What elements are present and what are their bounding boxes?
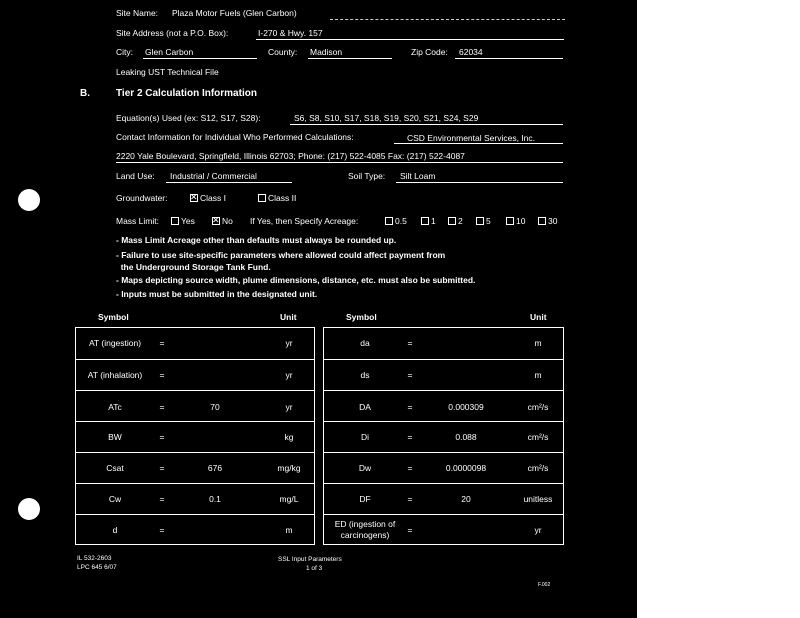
right-row-symbol: ED (ingestion of carcinogens) xyxy=(334,519,396,540)
land-use-value: Industrial / Commercial xyxy=(170,171,257,181)
acreage-checkbox[interactable] xyxy=(385,217,393,225)
contact-company: CSD Environmental Services, Inc. xyxy=(407,133,536,143)
right-row-unit: cm²/s xyxy=(527,432,549,442)
site-name-label: Site Name: xyxy=(116,8,159,18)
left-row-value[interactable]: 676 xyxy=(207,463,223,473)
fax-stamp: F.002 xyxy=(538,582,551,588)
left-row-unit: m xyxy=(285,525,293,535)
acreage-option-3[interactable] xyxy=(476,216,491,226)
left-row-unit: yr xyxy=(285,338,293,348)
acreage-option-5[interactable] xyxy=(538,216,557,226)
left-row-eq: = xyxy=(159,494,165,504)
right-row-eq: = xyxy=(407,525,413,535)
mass-yes-label: Yes xyxy=(181,216,195,226)
acreage-option-label: 0.5 xyxy=(395,216,407,226)
section-title: Tier 2 Calculation Information xyxy=(116,88,257,99)
left-row-unit: mg/L xyxy=(279,494,299,504)
site-address-value: I-270 & Hwy. 157 xyxy=(258,28,323,38)
acreage-checkbox[interactable] xyxy=(538,217,546,225)
note-line: the Underground Storage Tank Fund. xyxy=(116,262,271,272)
acreage-option-0[interactable] xyxy=(385,216,407,226)
left-row-symbol: AT (ingestion) xyxy=(88,338,142,348)
county-value: Madison xyxy=(310,47,343,57)
class1-label: Class I xyxy=(200,193,226,203)
left-row-eq: = xyxy=(159,370,165,380)
right-row-eq: = xyxy=(407,494,413,504)
left-row-unit: yr xyxy=(285,402,293,412)
right-row-eq: = xyxy=(407,338,413,348)
form-code-1: IL 532-2603 xyxy=(77,555,112,562)
county-label: County: xyxy=(268,47,298,57)
groundwater-label: Groundwater: xyxy=(116,193,168,203)
zip-value: 62034 xyxy=(459,47,483,57)
right-row-unit: unitless xyxy=(523,494,553,504)
right-row-value[interactable]: 0.088 xyxy=(455,432,477,442)
mass-no-label: No xyxy=(222,216,233,226)
class1-checkbox[interactable] xyxy=(190,194,198,202)
punch-hole-top xyxy=(18,189,40,211)
right-row-eq: = xyxy=(407,432,413,442)
equations-label: Equation(s) Used (ex: S12, S17, S28): xyxy=(116,113,261,123)
right-row-eq: = xyxy=(407,370,413,380)
note-line: - Failure to use site-specific parameters where allowed could affect payment from xyxy=(116,250,446,260)
acreage-checkbox[interactable] xyxy=(421,217,429,225)
class1-option[interactable] xyxy=(190,193,226,203)
left-row-value[interactable]: 0.1 xyxy=(209,494,221,504)
acreage-label: If Yes, then Specify Acreage: xyxy=(250,216,359,226)
acreage-option-4[interactable] xyxy=(506,216,525,226)
left-symbol-header: Symbol xyxy=(98,312,129,322)
class2-label: Class II xyxy=(268,193,297,203)
right-row-symbol: Di xyxy=(360,432,370,442)
land-use-label: Land Use: xyxy=(116,171,155,181)
left-row-symbol: Cw xyxy=(108,494,122,504)
note-line: - Inputs must be submitted in the designated unit. xyxy=(116,289,318,299)
left-row-symbol: Csat xyxy=(106,463,124,473)
mass-yes-checkbox[interactable] xyxy=(171,217,179,225)
right-row-symbol: da xyxy=(360,338,370,348)
site-address-label: Site Address (not a P.O. Box): xyxy=(116,28,229,38)
right-row-value[interactable]: 0.000309 xyxy=(448,402,484,412)
left-row-symbol: AT (inhalation) xyxy=(87,370,143,380)
right-row-value[interactable]: 0.0000098 xyxy=(445,463,487,473)
left-row-symbol: BW xyxy=(108,432,122,442)
acreage-checkbox[interactable] xyxy=(476,217,484,225)
acreage-option-label: 5 xyxy=(486,216,491,226)
city-value: Glen Carbon xyxy=(145,47,194,57)
left-unit-header: Unit xyxy=(280,312,297,322)
right-row-unit: m xyxy=(534,370,542,380)
right-unit-header: Unit xyxy=(530,312,547,322)
class2-checkbox[interactable] xyxy=(258,194,266,202)
mass-no-checkbox[interactable] xyxy=(212,217,220,225)
acreage-option-label: 30 xyxy=(548,216,558,226)
section-letter: B. xyxy=(80,88,90,99)
left-row-unit: yr xyxy=(285,370,293,380)
right-row-unit: yr xyxy=(534,525,542,535)
contact-label: Contact Information for Individual Who Performed Calculations: xyxy=(116,132,354,142)
acreage-option-2[interactable] xyxy=(448,216,463,226)
left-row-eq: = xyxy=(159,402,165,412)
note-line: - Mass Limit Acreage other than defaults must always be rounded up. xyxy=(116,235,397,245)
left-row-unit: kg xyxy=(284,432,294,442)
zip-label: Zip Code: xyxy=(411,47,448,57)
acreage-option-label: 1 xyxy=(431,216,436,226)
contact-address: 2220 Yale Boulevard, Springfield, Illinois 62703; Phone: (217) 522-4085 Fax: (217) 522-4087 xyxy=(116,151,465,161)
left-row-value[interactable]: 70 xyxy=(210,402,220,412)
left-row-eq: = xyxy=(159,463,165,473)
right-row-value[interactable]: 20 xyxy=(461,494,471,504)
punch-hole-bottom xyxy=(18,498,40,520)
note-line: - Maps depicting source width, plume dimensions, distance, etc. must also be submitted. xyxy=(116,275,476,285)
right-row-eq: = xyxy=(407,402,413,412)
right-row-symbol: DA xyxy=(359,402,371,412)
mass-limit-label: Mass Limit: xyxy=(116,216,159,226)
right-row-eq: = xyxy=(407,463,413,473)
acreage-checkbox[interactable] xyxy=(448,217,456,225)
site-name-value: Plaza Motor Fuels (Glen Carbon) xyxy=(172,8,297,18)
footer-page: 1 of 3 xyxy=(306,565,323,572)
right-symbol-header: Symbol xyxy=(346,312,377,322)
class2-option[interactable] xyxy=(258,193,296,203)
left-row-eq: = xyxy=(159,432,165,442)
right-row-symbol: DF xyxy=(359,494,371,504)
acreage-option-1[interactable] xyxy=(421,216,436,226)
right-row-unit: cm²/s xyxy=(527,402,549,412)
mass-yes-option[interactable] xyxy=(171,216,195,226)
acreage-option-label: 10 xyxy=(516,216,526,226)
left-row-symbol: ATc xyxy=(108,402,122,412)
right-row-unit: cm²/s xyxy=(527,463,549,473)
form-code-2: LPC 645 6/07 xyxy=(77,564,117,571)
footer-title: SSL Input Parameters xyxy=(278,556,342,563)
acreage-option-label: 2 xyxy=(458,216,463,226)
equations-value: S6, S8, S10, S17, S18, S19, S20, S21, S24, S29 xyxy=(294,113,479,123)
left-row-symbol: d xyxy=(112,525,118,535)
soil-type-value: Silt Loam xyxy=(400,171,436,181)
left-row-unit: mg/kg xyxy=(277,463,301,473)
right-row-symbol: Dw xyxy=(358,463,372,473)
lust-label: Leaking UST Technical File xyxy=(116,67,219,77)
right-row-symbol: ds xyxy=(360,370,370,380)
mass-no-option[interactable] xyxy=(212,216,233,226)
left-row-eq: = xyxy=(159,525,165,535)
left-row-eq: = xyxy=(159,338,165,348)
city-label: City: xyxy=(116,47,133,57)
right-row-unit: m xyxy=(534,338,542,348)
soil-type-label: Soil Type: xyxy=(348,171,386,181)
acreage-checkbox[interactable] xyxy=(506,217,514,225)
